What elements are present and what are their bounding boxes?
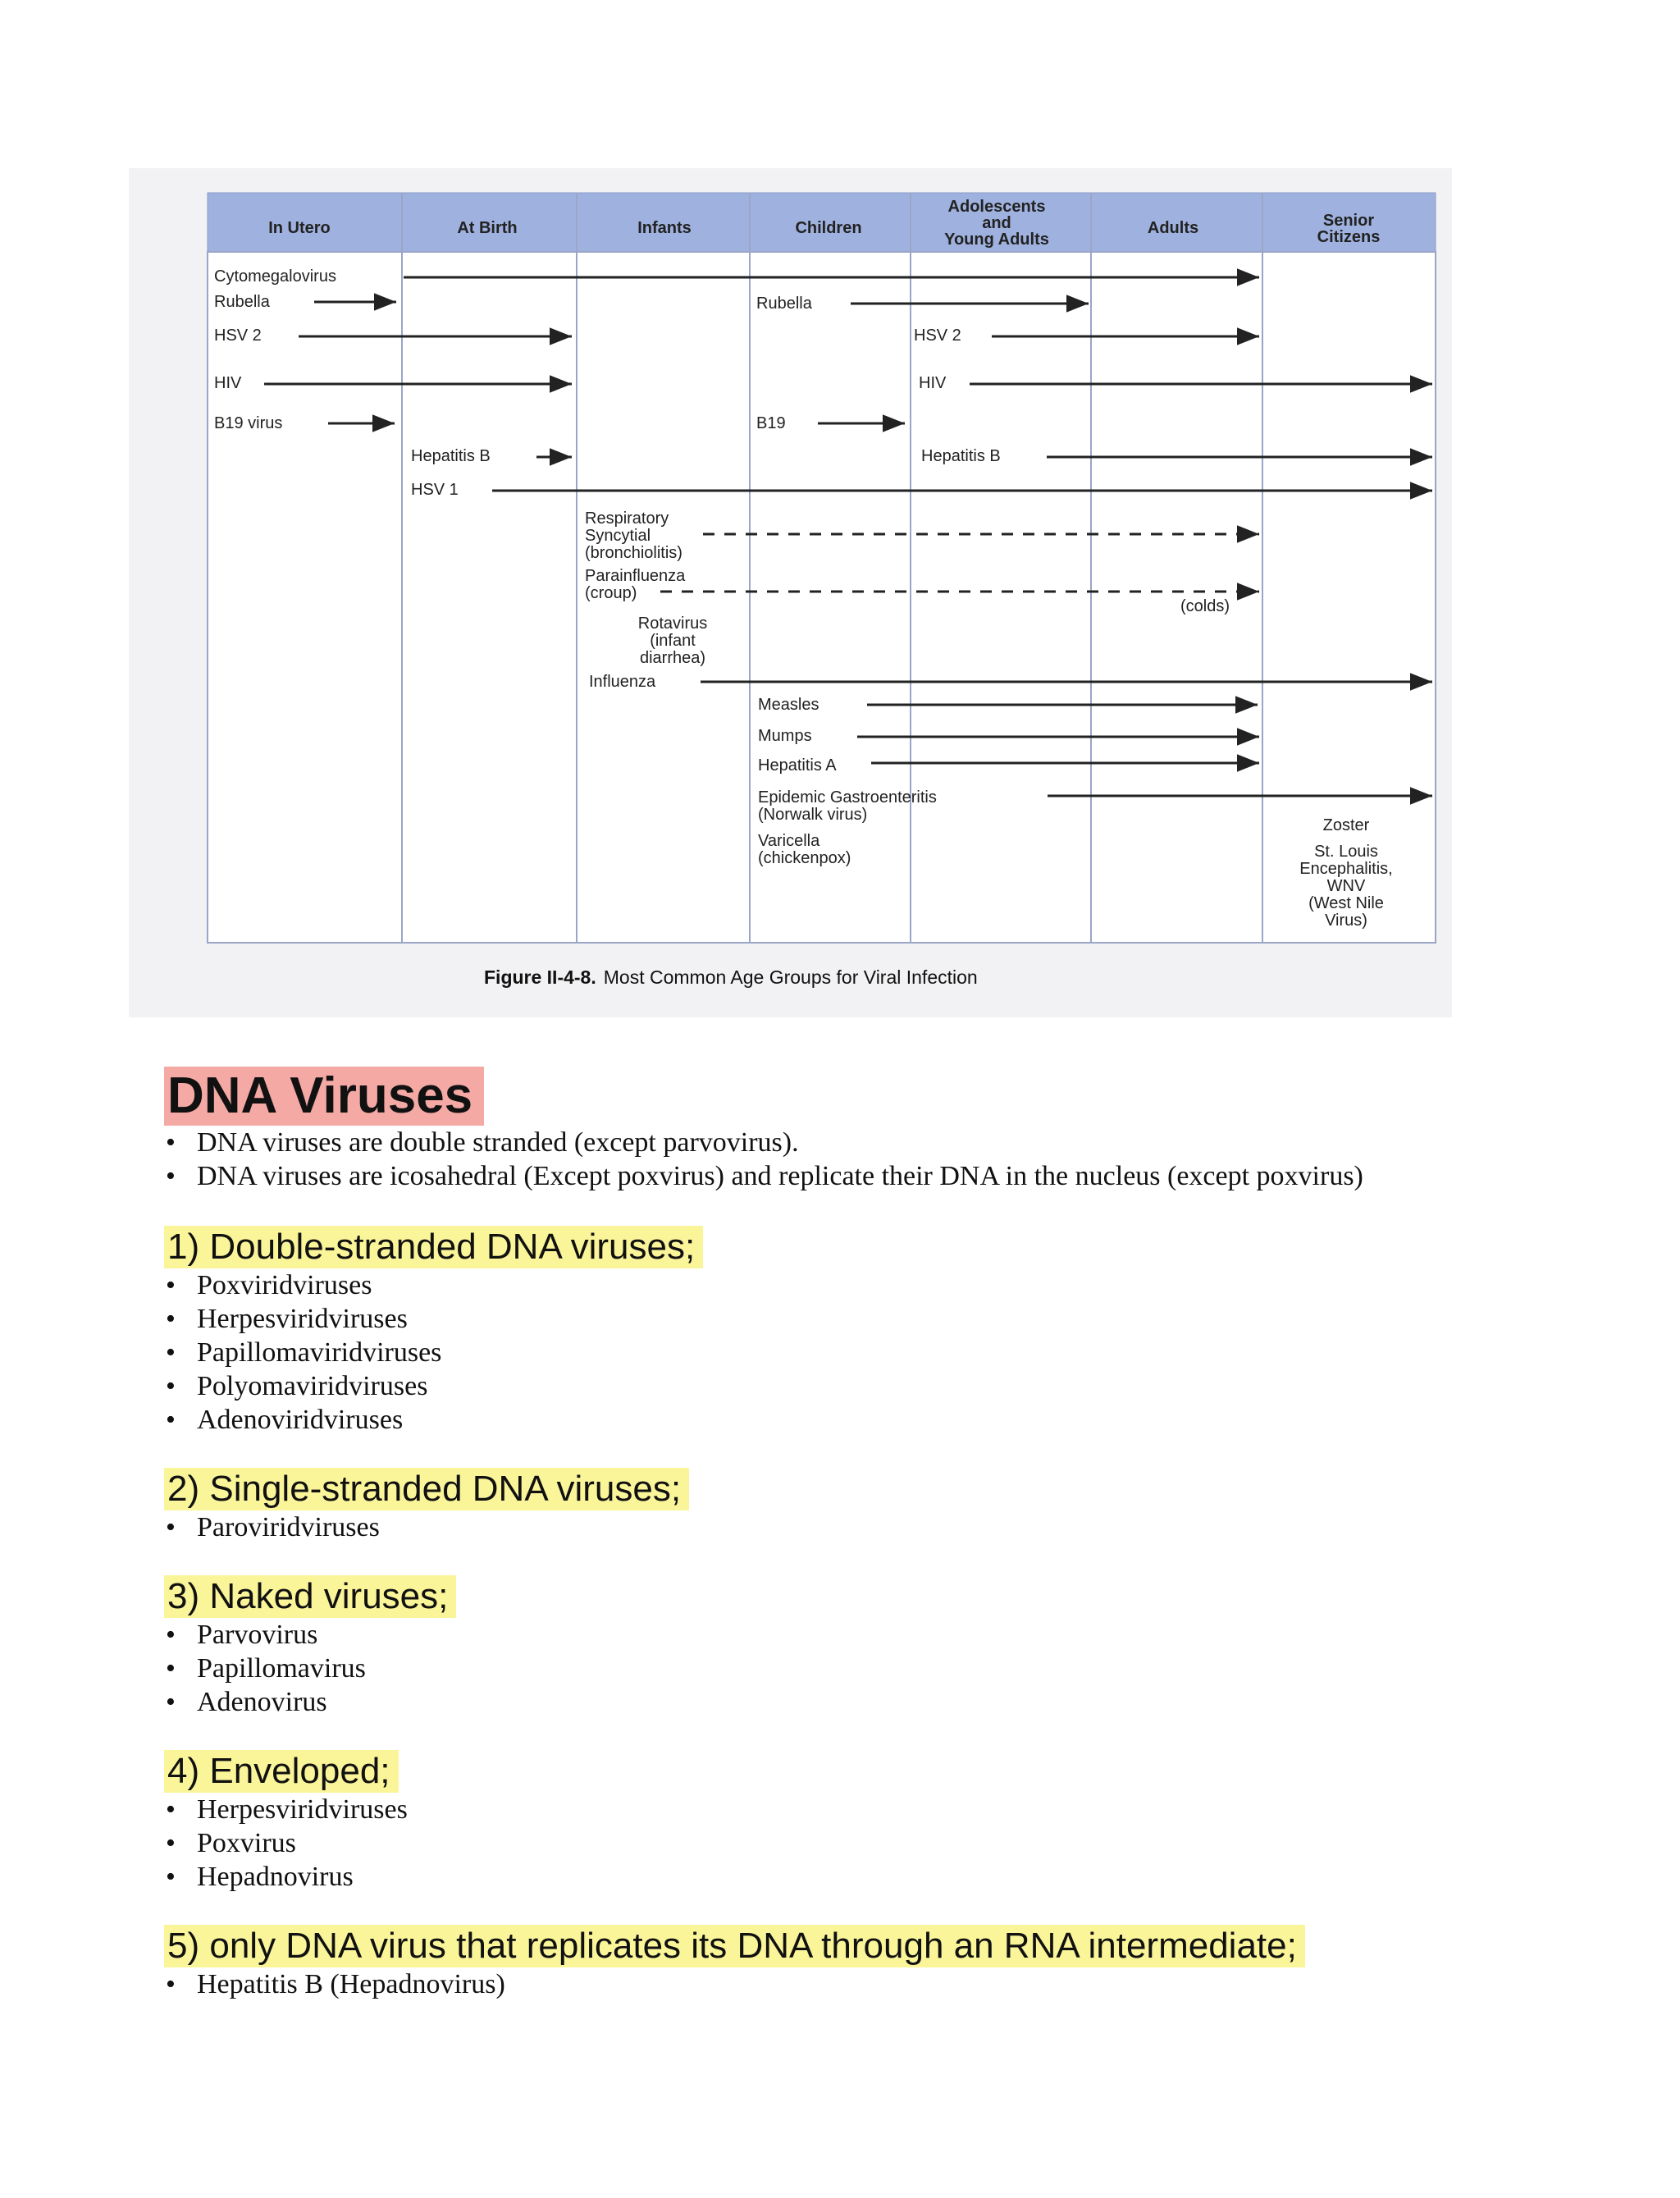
bullet-icon: • (166, 1304, 176, 1334)
bullet-icon: • (166, 1620, 176, 1650)
bullet-icon: • (166, 1127, 176, 1158)
bullet-icon: • (166, 1687, 176, 1717)
section-heading: 3) Naked viruses; (167, 1576, 449, 1616)
figure-caption: Figure II-4-8. Most Common Age Groups for Viral Infection (484, 966, 978, 988)
col-header-in-utero: In Utero (268, 219, 331, 237)
row-label-b19-children: B19 (756, 414, 786, 432)
section-highlight (164, 1750, 399, 1793)
page-title: DNA Viruses (167, 1067, 473, 1124)
row-label-measles: Measles (758, 696, 819, 714)
bullet-icon: • (166, 1161, 176, 1191)
section-heading: 1) Double-stranded DNA viruses; (167, 1227, 696, 1267)
row-label-rubella-children: Rubella (756, 295, 812, 313)
section-list (164, 1268, 1559, 1437)
row-label-influenza: Influenza (589, 673, 656, 691)
intro-bullet-list (164, 1126, 1559, 1193)
section-list (164, 1618, 1559, 1719)
list-item: • Adenoviridviruses (166, 1405, 404, 1435)
section-naked (164, 1575, 1559, 1719)
row-label-mumps: Mumps (758, 727, 812, 745)
section-heading: 4) Enveloped; (167, 1751, 390, 1791)
figure-panel (129, 168, 1452, 1017)
bullet-icon: • (166, 1828, 176, 1858)
bullet-icon: • (166, 1371, 176, 1401)
document-body (164, 1067, 1559, 2001)
bullet-icon: • (166, 1794, 176, 1825)
section-list (164, 1793, 1559, 1894)
row-label-hiv-adolescents: HIV (919, 374, 947, 392)
row-label-hepb-adolescents: Hepatitis B (921, 447, 1001, 465)
section-double-stranded (164, 1226, 1559, 1437)
list-item: • Hepatitis B (Hepadnovirus) (166, 1969, 505, 1999)
row-label-rsv: Respiratory Syncytial (bronchiolitis) (585, 510, 682, 562)
section-highlight (164, 1226, 703, 1268)
bullet-icon: • (166, 1337, 176, 1368)
list-item: • Herpesviridviruses (166, 1304, 408, 1334)
section-list (164, 1510, 1559, 1544)
col-header-senior: Senior Citizens (1317, 212, 1381, 246)
list-item: • Herpesviridviruses (166, 1794, 408, 1825)
title-highlight (164, 1067, 484, 1126)
bullet-icon: • (166, 1653, 176, 1684)
list-item: • Adenovirus (166, 1687, 327, 1717)
age-group-figure (129, 168, 1452, 1017)
row-label-hsv2-adolescents: HSV 2 (914, 327, 961, 345)
list-item: • Poxviridviruses (166, 1270, 372, 1300)
section-single-stranded (164, 1468, 1559, 1544)
row-label-gastroenteritis: Epidemic Gastroenteritis (Norwalk virus) (758, 788, 937, 824)
col-header-adolescents: Adolescents and Young Adults (944, 198, 1049, 249)
row-label-hepb-birth: Hepatitis B (411, 447, 491, 465)
section-heading: 2) Single-stranded DNA viruses; (167, 1469, 682, 1509)
grid-body (208, 252, 1436, 943)
list-item: • Poxvirus (166, 1828, 296, 1858)
colds-annotation: (colds) (1180, 597, 1230, 615)
col-header-children: Children (795, 219, 862, 237)
section-highlight (164, 1468, 689, 1510)
row-label-hsv1: HSV 1 (411, 481, 459, 499)
list-item: • Hepadnovirus (166, 1862, 354, 1892)
list-item: • Polyomaviridviruses (166, 1371, 428, 1401)
section-enveloped (164, 1750, 1559, 1894)
bullet-icon: • (166, 1405, 176, 1435)
row-label-hiv: HIV (214, 374, 242, 392)
list-item: • DNA viruses are icosahedral (Except poxvirus) and replicate their DNA in the nucleus (except poxvirus) (166, 1161, 1363, 1191)
list-item: • Papillomaviridviruses (166, 1337, 442, 1368)
row-label-rotavirus: Rotavirus (infant diarrhea) (637, 615, 708, 667)
list-item: • Papillomavirus (166, 1653, 366, 1684)
bullet-icon: • (166, 1969, 176, 1999)
row-label-cytomegalovirus: Cytomegalovirus (214, 267, 336, 286)
col-header-adults: Adults (1147, 219, 1199, 237)
list-item: • Paroviridviruses (166, 1512, 380, 1542)
col-header-at-birth: At Birth (457, 219, 518, 237)
row-label-parainfluenza: Parainfluenza (croup) (585, 567, 686, 602)
bullet-icon: • (166, 1862, 176, 1892)
list-item: • Parvovirus (166, 1620, 318, 1650)
row-label-hsv2: HSV 2 (214, 327, 262, 345)
row-label-b19-virus: B19 virus (214, 414, 283, 432)
row-label-zoster: Zoster (1322, 816, 1370, 834)
bullet-icon: • (166, 1512, 176, 1542)
section-heading: 5) only DNA virus that replicates its DNA through an RNA intermediate; (167, 1926, 1297, 1966)
section-rna-intermediate (164, 1925, 1559, 2001)
bullet-icon: • (166, 1270, 176, 1300)
list-item: • DNA viruses are double stranded (except parvovirus). (166, 1127, 799, 1158)
row-label-rubella: Rubella (214, 293, 270, 311)
section-highlight (164, 1575, 456, 1618)
col-header-infants: Infants (637, 219, 692, 237)
section-highlight (164, 1925, 1305, 1967)
row-label-varicella: Varicella (chickenpox) (758, 832, 851, 867)
row-label-encephalitis: St. Louis Encephalitis, WNV (West Nile Virus) (1299, 843, 1393, 930)
row-label-hepatitis-a: Hepatitis A (758, 756, 837, 775)
section-list (164, 1967, 1559, 2001)
